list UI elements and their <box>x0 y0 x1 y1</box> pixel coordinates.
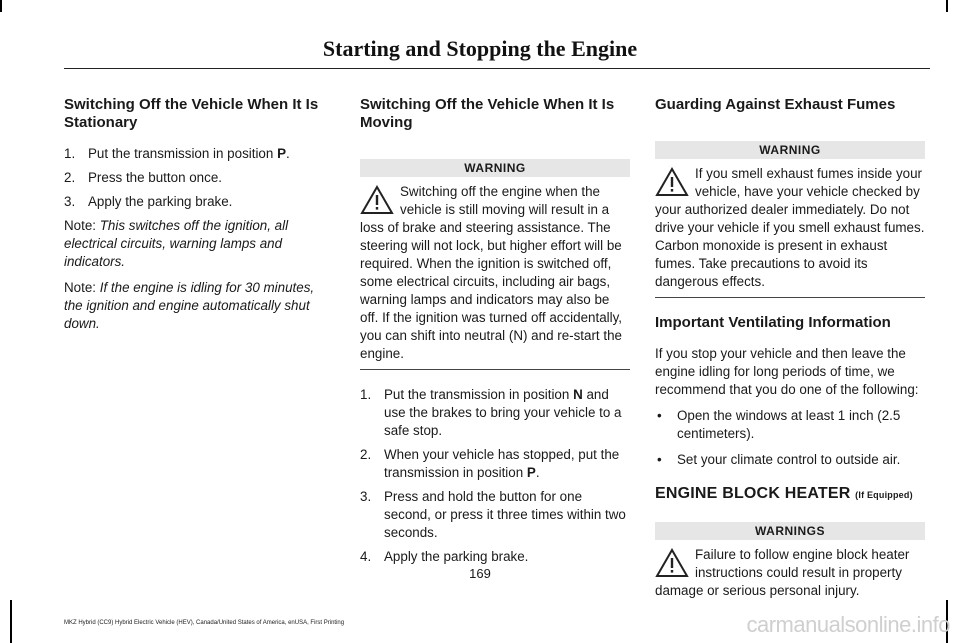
warnings-label: WARNINGS <box>655 522 925 540</box>
warning-divider <box>655 297 925 298</box>
section-heading: Guarding Against Exhaust Fumes <box>655 96 896 113</box>
section-heading: Switching Off the Vehicle When It Is Moving <box>360 96 615 131</box>
note: Note: This switches off the ignition, all electrical circuits, warning lamps and indicators. <box>64 218 289 269</box>
warning-box <box>655 165 925 291</box>
page-number: 169 <box>469 566 491 581</box>
warning-text: Failure to follow engine block heater instructions could result in property damage or serious personal injury. <box>655 547 910 598</box>
page-title: Starting and Stopping the Engine <box>322 36 638 61</box>
warning-triangle-icon <box>655 167 689 197</box>
warning-box <box>360 183 630 363</box>
step-item: 4. Apply the parking brake. <box>360 549 529 564</box>
warning-text: If you smell exhaust fumes inside your vehicle, have your vehicle checked by your authorized dealer immediately. Do not drive your vehicle if you smell exhaust fumes. Carbon monoxide is present in exhaust fumes. Take precautions to avoid its dangerous effects. <box>655 166 925 289</box>
step-item: 1. Put the transmission in position P. <box>64 146 290 161</box>
step-list <box>64 145 332 211</box>
section-title: ENGINE BLOCK HEATER (If Equipped) <box>655 485 913 502</box>
column-moving <box>360 96 630 572</box>
crop-mark <box>946 0 948 12</box>
column-exhaust <box>655 96 925 600</box>
bullet-item: • Open the windows at least 1 inch (2.5 centimeters). <box>657 408 901 441</box>
step-item: 2. When your vehicle has stopped, put the transmission in position P. <box>360 447 620 480</box>
crop-mark <box>0 0 2 12</box>
warning-label: WARNING <box>655 141 925 159</box>
subsection-heading: Important Ventilating Information <box>655 314 891 331</box>
header-divider <box>64 68 930 69</box>
crop-mark <box>10 600 12 643</box>
step-item: 2. Press the button once. <box>64 170 222 185</box>
section-heading: Switching Off the Vehicle When It Is Stationary <box>64 96 319 131</box>
step-item: 3. Apply the parking brake. <box>64 194 233 209</box>
step-item: 3. Press and hold the button for one second, or press it three times within two seconds. <box>360 489 626 540</box>
warning-label: WARNING <box>360 159 630 177</box>
bullet-item: • Set your climate control to outside air. <box>657 452 901 467</box>
watermark: carmanualsonline.info <box>746 612 950 637</box>
warning-text: Switching off the engine when the vehicle is still moving will result in a loss of brake and steering assistance. The steering will not lock, but higher effort will be required. When the ignition is switched off, some electrical circuits, including air bags, warning lamps and indicators may also be off. If the ignition was turned off accidentally, you can shift into neutral (N) and re-start the engine. <box>360 184 623 361</box>
column-stationary <box>64 96 332 341</box>
step-list <box>360 386 630 566</box>
bullet-list <box>655 407 925 469</box>
note: Note: If the engine is idling for 30 minutes, the ignition and engine automatically shut down. <box>64 280 315 331</box>
footer-text: MKZ Hybrid (CC9) Hybrid Electric Vehicle (HEV), Canada/United States of America, enUSA, First Printing <box>64 620 345 626</box>
paragraph: If you stop your vehicle and then leave the engine idling for long periods of time, we recommend that you do one of the following: <box>655 346 919 397</box>
step-item: 1. Put the transmission in position N and use the brakes to bring your vehicle to a safe stop. <box>360 387 622 438</box>
warning-divider <box>360 369 630 370</box>
warning-triangle-icon <box>360 185 394 215</box>
